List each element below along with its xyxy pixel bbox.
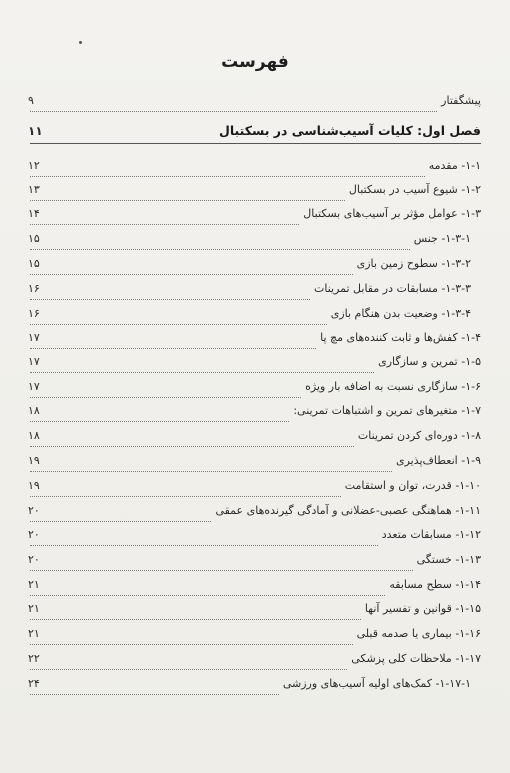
toc-page-number: ۱۴ [28,207,40,220]
toc-entry-label: ۱-۴- کفش‌ها و ثابت کننده‌های مچ پا [320,331,481,344]
toc-entry-label: پیشگفتار [441,94,481,107]
toc-leader-line [30,397,301,398]
toc-entry [28,378,481,402]
toc-page-number: ۱۵ [28,257,40,270]
toc-entry-label: ۱-۳- عوامل مؤثر بر آسیب‌های بسکتبال [303,207,481,220]
toc-entry [28,452,481,476]
toc-entry [28,625,481,649]
toc-entry-label: ۱-۱۰- قدرت، توان و استقامت [344,479,481,492]
toc-page-number: ۲۱ [28,627,40,640]
toc-entry [28,230,481,254]
toc-entry [28,675,481,699]
toc-entry [28,650,481,674]
toc-entry-label: ۱-۸- دوره‌ای کردن تمرینات [357,429,481,442]
toc-page-number: ۲۲ [28,652,40,665]
toc-entry [28,92,481,116]
toc-entry [28,305,481,329]
toc-leader-line [30,372,374,373]
toc-page-number: ۱۹ [28,479,40,492]
toc-page-number: ۱۳ [28,183,40,196]
toc-page-number: ۲۱ [28,578,40,591]
toc-entry-label: فصل اول: کلیات آسیب‌شناسی در بسکتبال [218,123,481,138]
toc-entry-label: ۱-۳-۴- وضعیت بدن هنگام بازی [330,307,471,320]
toc-leader-line [30,143,481,144]
toc-leader-line [30,619,361,620]
toc-entry [28,600,481,624]
toc-entry [28,157,481,181]
toc-entry [28,402,481,426]
toc-entry-label: ۱-۱۴- سطح مسابقه [389,578,481,591]
toc-chapter-heading [28,122,481,146]
toc-entry [28,329,481,353]
toc-leader-line [30,521,211,522]
toc-leader-line [30,644,353,645]
toc-leader-line [30,669,347,670]
toc-entry-label: ۱-۹- انعطاف‌پذیری [395,454,481,467]
toc-entry [28,280,481,304]
toc-entry [28,477,481,501]
toc-page-number: ۱۸ [28,404,40,417]
toc-leader-line [30,545,378,546]
toc-entry [28,181,481,205]
toc-entry [28,551,481,575]
toc-page-number: ۱۲ [28,159,40,172]
toc-leader-line [30,471,392,472]
toc-entry [28,205,481,229]
toc-leader-line [30,595,385,596]
toc-entry-label: ۱-۱۶- بیماری یا صدمه قبلی [356,627,481,640]
toc-page-number: ۲۰ [28,553,40,566]
toc-entry-label: ۱-۳-۲- سطوح زمین بازی [356,257,471,270]
toc-page-number: ۱۷ [28,331,40,344]
toc-entry [28,526,481,550]
toc-leader-line [30,200,345,201]
toc-entry-label: ۱-۱۱- هماهنگی عصبی-عضلانی و آمادگی گیرنده‌های عمقی [215,504,481,517]
toc-entry-label: ۱-۶- سازگاری نسبت به اضافه بار ویژه [305,380,481,393]
toc-leader-line [30,111,437,112]
toc-page-number: ۱۷ [28,380,40,393]
toc-page-number: ۱۱ [28,124,43,138]
toc-entry-label: ۱-۱۷-۱- کمک‌های اولیه آسیب‌های ورزشی [282,677,471,690]
toc-leader-line [30,324,327,325]
toc-entry-label: ۱-۷- متغیرهای تمرین و اشتباهات تمرینی: [293,404,481,417]
toc-page-number: ۲۱ [28,602,40,615]
toc-page-number: ۱۸ [28,429,40,442]
toc-page-number: ۱۶ [28,282,40,295]
toc-leader-line [30,299,310,300]
toc-leader-line [30,446,354,447]
toc-leader-line [30,348,316,349]
toc-entry-label: ۱-۳-۱- جنس [413,232,471,245]
toc-leader-line [30,274,353,275]
toc-leader-line [30,421,289,422]
toc-entry-label: ۱-۱۳- خستگی [416,553,481,566]
toc-entry [28,353,481,377]
toc-entry [28,427,481,451]
toc-leader-line [30,496,341,497]
toc-page-number: ۱۷ [28,355,40,368]
toc-leader-line [30,570,413,571]
toc-page-number: ۲۰ [28,504,40,517]
toc-page-number: ۱۵ [28,232,40,245]
toc-entry-label: ۱-۱۲- مسابقات متعدد [381,528,481,541]
toc-page-number: ۹ [28,94,34,107]
toc-page-number: ۲۴ [28,677,40,690]
toc-entry-label: ۱-۱۵- قوانین و تفسیر آنها [364,602,481,615]
toc-entry-label: ۱-۱- مقدمه [428,159,481,172]
toc-leader-line [30,249,410,250]
toc-entry-label: ۱-۱۷- ملاحظات کلی پزشکی [351,652,481,665]
toc-entry-label: ۱-۳-۳- مسابقات در مقابل تمرینات [313,282,471,295]
toc-entry [28,502,481,526]
toc-entry-label: ۱-۵- تمرین و سازگاری [378,355,481,368]
toc-leader-line [30,694,279,695]
toc-entry [28,255,481,279]
toc-entry-label: ۱-۲- شیوع آسیب در بسکتبال [348,183,481,196]
toc-leader-line [30,224,299,225]
ink-speck [79,41,82,44]
page-title: فهرست [221,52,289,72]
toc-page-number: ۲۰ [28,528,40,541]
toc-page-number: ۱۶ [28,307,40,320]
toc-page-number: ۱۹ [28,454,40,467]
toc-leader-line [30,176,425,177]
toc-entry [28,576,481,600]
